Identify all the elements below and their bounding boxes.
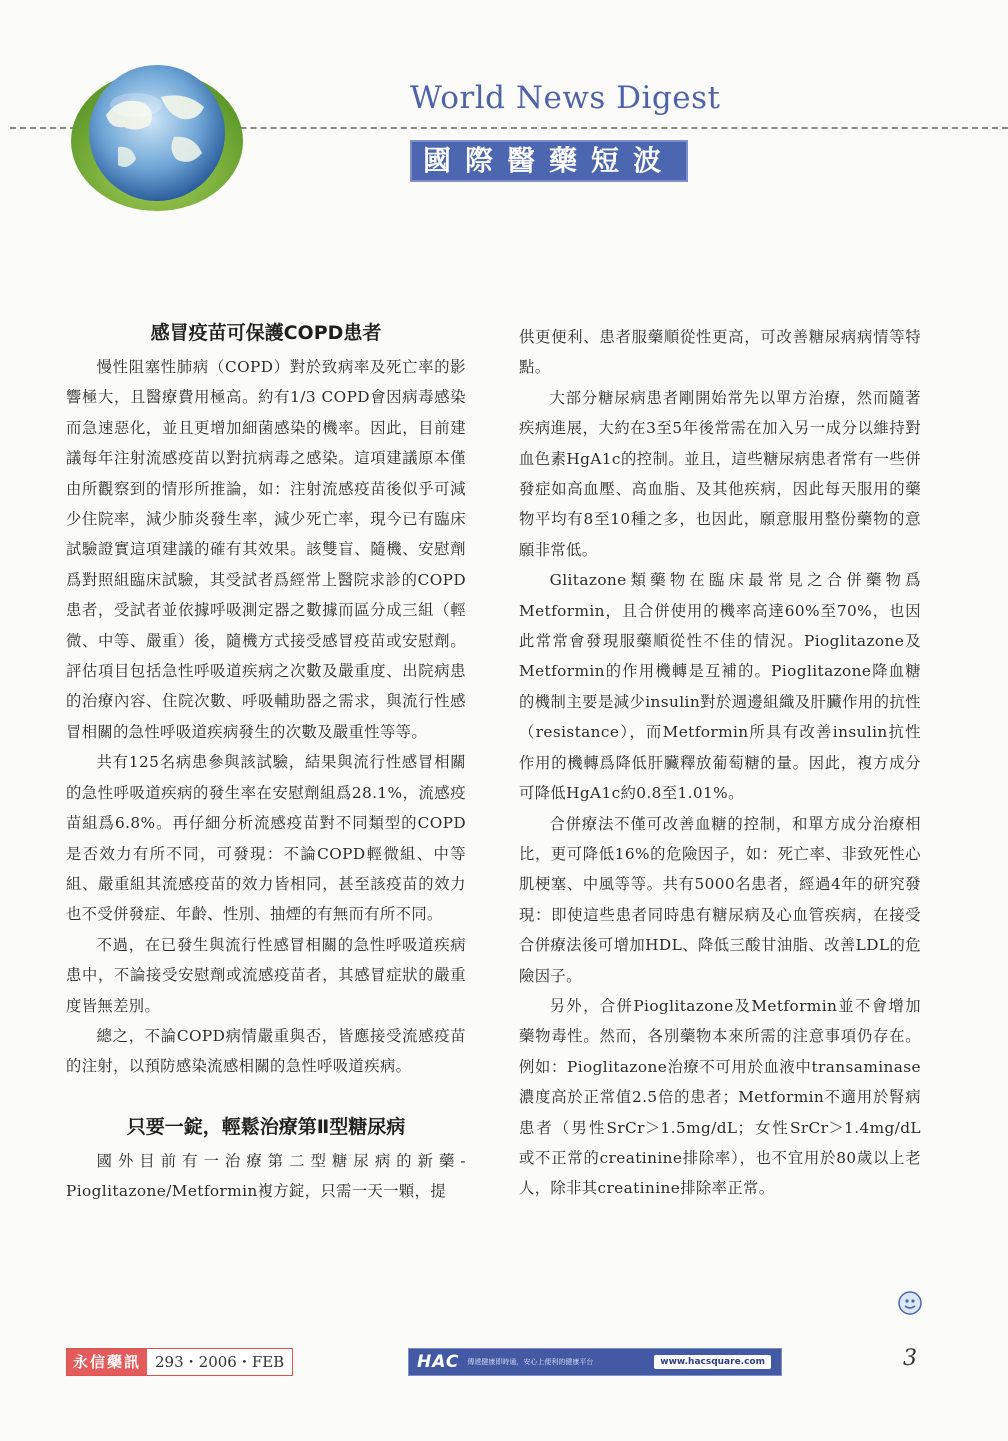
publication-brand: 永信藥訊 xyxy=(67,1349,147,1375)
article-title-copd: 感冒疫苗可保護COPD患者 xyxy=(150,322,382,344)
hac-logo: HAC xyxy=(417,1352,460,1372)
article-paragraph: 大部分糖尿病患者剛開始常先以單方治療，然而隨著疾病進展，大約在3至5年後常需在加入另一成分以維持對血色素HgA1c的控制。並且，這些糖尿病患者常有一些併發症如高血壓、高血脂、及其他疾病，因此每天服用的藥物平均有8至10種之多，也因此，願意服用整份藥物的意願非常低。 xyxy=(519,388,921,559)
page-header xyxy=(0,0,1008,210)
article-paragraph: 合併療法不僅可改善血糖的控制，和單方成分治療相比，更可降低16%的危險因子，如：死亡率、非致死性心肌梗塞、中風等等。共有5000名患者，經過4年的研究發現：即使這些患者同時患有糖尿病及心血管疾病，在接受合併療法後可增加HDL、降低三酸甘油脂、改善LDL的危險因子。 xyxy=(519,814,921,985)
article-paragraph: 供更便利、患者服藥順從性更高，可改善糖尿病病情等特點。 xyxy=(519,328,921,377)
mascot-icon xyxy=(897,1290,923,1316)
left-column xyxy=(66,318,466,1207)
article-paragraph: 國外目前有一治療第二型糖尿病的新藥-Pioglitazone/Metformin複方錠，只需一天一顆，提 xyxy=(66,1151,466,1201)
article-paragraph: 共有125名病患參與該試驗，結果與流行性感冒相關的急性呼吸道疾病的發生率在安慰劑組爲28.1%，流感疫苗組爲6.8%。再仔細分析流感疫苗對不同類型的COPD是否效力有所不同，可發現：不論COPD輕微組、中等組、嚴重組其流感疫苗的效力皆相同，甚至該疫苗的效力也不受併發症、年齡、性別、抽煙的有無而有所不同。 xyxy=(66,753,466,924)
page-footer xyxy=(0,1340,1008,1390)
issue-info: 293・2006・FEB xyxy=(147,1349,292,1375)
publication-badge xyxy=(66,1348,293,1376)
article-paragraph: 慢性阻塞性肺病（COPD）對於致病率及死亡率的影響極大，且醫療費用極高。約有1/3 COPD會因病毒感染而急速惡化，並且更增加細菌感染的機率。因此，目前建議每年注射流感疫苗以對抗病毒之感染。這項建議原本僅由所觀察到的情形所推論，如：注射流感疫苗後似乎可減少住院率，減少肺炎發生率，減少死亡率，現今已有臨床試驗證實這項建議的確有其效果。該雙盲、隨機、安慰劑爲對照組臨床試驗，其受試者爲經常上醫院求診的COPD患者，受試者並依據呼吸測定器之數據而區分成三組（輕微、中等、嚴重）後，隨機方式接受感冒疫苗或安慰劑。評估項目包括急性呼吸道疾病之次數及嚴重度、出院病患的治療內容、住院次數、呼吸輔助器之需求，與流行性感冒相關的急性呼吸道疾病發生的次數及嚴重性等等。 xyxy=(66,358,466,741)
globe-icon xyxy=(66,55,248,215)
hac-url-link[interactable]: www.hacsquare.com xyxy=(654,1355,771,1369)
article-paragraph: 總之，不論COPD病情嚴重與否，皆應接受流感疫苗的注射，以預防感染流感相關的急性呼吸道疾病。 xyxy=(66,1026,466,1076)
section-gap xyxy=(66,1082,466,1112)
hac-tagline: 傳遞健康即時通，安心上便利的健康平台 xyxy=(467,1358,594,1366)
masthead-title-en: World News Digest xyxy=(410,80,721,116)
article-paragraph: 另外，合併Pioglitazone及Metformin並不會增加藥物毒性。然而，各別藥物本來所需的注意事項仍存在。例如：Pioglitazone治療不可用於血液中transaminase濃度高於正常值2.5倍的患者；Metformin不適用於腎病患者（男性SrCr＞1.5mg/dL；女性SrCr＞1.4mg/dL或不正常的creatinine排除率），也不宜用於80歲以上老人，除非其creatinine排除率正常。 xyxy=(519,996,921,1198)
masthead-title-zh: 國際醫藥短波 xyxy=(410,140,688,182)
article-paragraph: 不過，在已發生與流行性感冒相關的急性呼吸道疾病患中，不論接受安慰劑或流感疫苗者，其感冒症狀的嚴重度皆無差別。 xyxy=(66,935,466,1015)
hac-banner[interactable] xyxy=(408,1348,782,1376)
article-title-diabetes: 只要一錠，輕鬆治療第Ⅱ型糖尿病 xyxy=(126,1115,406,1138)
page-number: 3 xyxy=(903,1346,917,1371)
article-paragraph: Glitazone類藥物在臨床最常見之合併藥物爲Metformin，且合併使用的機率高達60%至70%，也因此常常會發現服藥順從性不佳的情況。Pioglitazone及Metformin的作用機轉是互補的。Pioglitazone降血糖的機制主要是減少insulin對於週邊組織及肝臟作用的抗性（resistance），而Metformin所具有改善insulin抗性作用的機轉爲降低肝臟釋放葡萄糖的量。因此，複方成分可降低HgA1c約0.8至1.01%。 xyxy=(519,571,921,803)
right-column xyxy=(519,322,921,1204)
